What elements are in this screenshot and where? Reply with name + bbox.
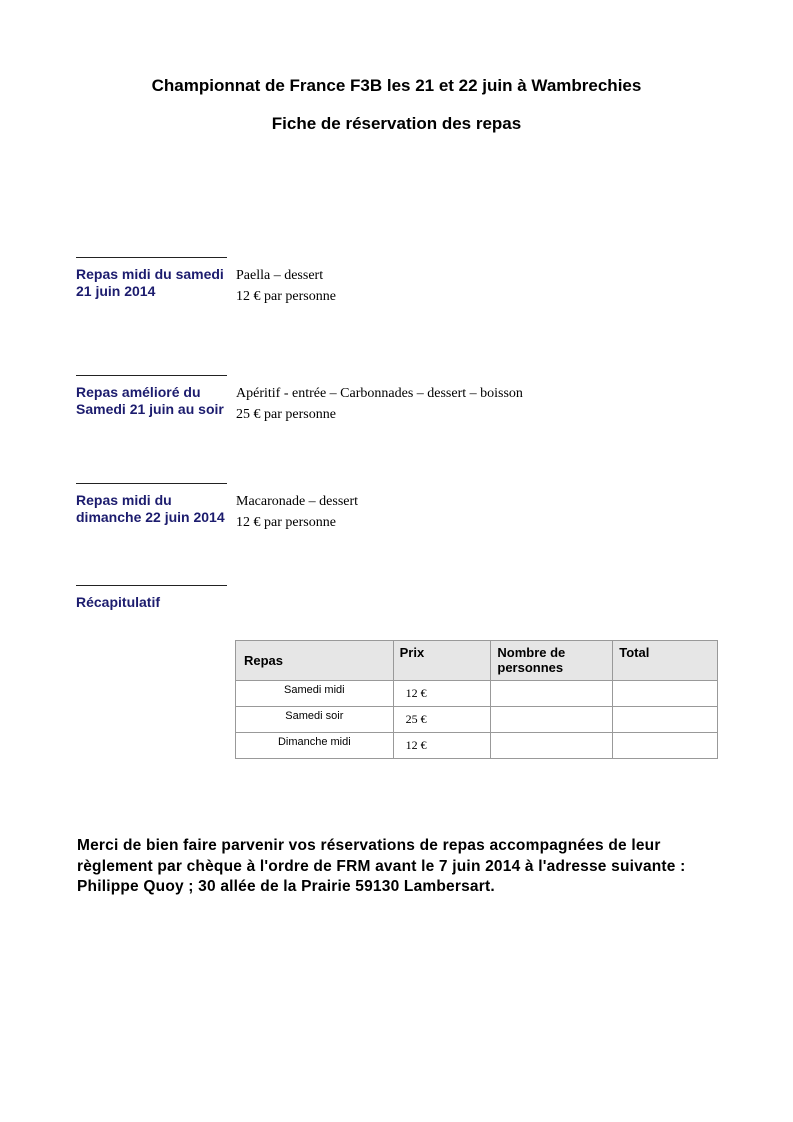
row-meal-name: Dimanche midi [236, 733, 394, 759]
section-divider [76, 257, 227, 258]
section-label: Récapitulatif [76, 594, 161, 610]
row-meal-name: Samedi soir [236, 707, 394, 733]
column-header-repas: Repas [236, 641, 394, 681]
table-row [236, 707, 718, 733]
section-body [236, 491, 736, 533]
section-divider [76, 375, 227, 376]
table-row [236, 681, 718, 707]
section-divider [76, 585, 227, 586]
section-body [236, 265, 736, 307]
section-body [236, 383, 736, 425]
section-label: Repas midi du samedi 21 juin 2014 [76, 266, 224, 299]
meal-menu: Apéritif - entrée – Carbonnades – dessert – boisson [236, 386, 523, 401]
footer-note [77, 836, 737, 898]
footer-instructions: Merci de bien faire parvenir vos réservations de repas accompagnées de leur règlement par chèque à l'ordre de FRM avant le 7 juin 2014 à l'adresse suivante : [77, 837, 686, 875]
row-meal-name: Samedi midi [236, 681, 394, 707]
table-row [236, 733, 718, 759]
row-count-cell[interactable] [491, 707, 613, 733]
recap-table [235, 640, 718, 759]
meal-price: 12 € par personne [236, 289, 336, 304]
column-header-prix: Prix [393, 641, 491, 681]
row-price: 12 € [393, 733, 491, 759]
meal-menu: Paella – dessert [236, 268, 324, 283]
footer-address: Philippe Quoy ; 30 allée de la Prairie 59130 Lambersart. [77, 878, 495, 895]
page-subtitle: Fiche de réservation des repas [271, 114, 522, 133]
row-count-cell[interactable] [491, 681, 613, 707]
row-price: 25 € [393, 707, 491, 733]
meal-price: 12 € par personne [236, 515, 336, 530]
row-price: 12 € [393, 681, 491, 707]
column-header-total: Total [613, 641, 718, 681]
column-header-nombre: Nombre de personnes [491, 641, 613, 681]
page-title: Championnat de France F3B les 21 et 22 juin à Wambrechies [151, 76, 642, 95]
section-label: Repas amélioré du Samedi 21 juin au soir [76, 384, 224, 417]
section-label: Repas midi du dimanche 22 juin 2014 [76, 492, 225, 525]
row-total-cell[interactable] [613, 681, 718, 707]
row-total-cell[interactable] [613, 707, 718, 733]
section-divider [76, 483, 227, 484]
table-header-row [236, 641, 718, 681]
meal-menu: Macaronade – dessert [236, 494, 359, 509]
row-total-cell[interactable] [613, 733, 718, 759]
meal-price: 25 € par personne [236, 407, 336, 422]
row-count-cell[interactable] [491, 733, 613, 759]
